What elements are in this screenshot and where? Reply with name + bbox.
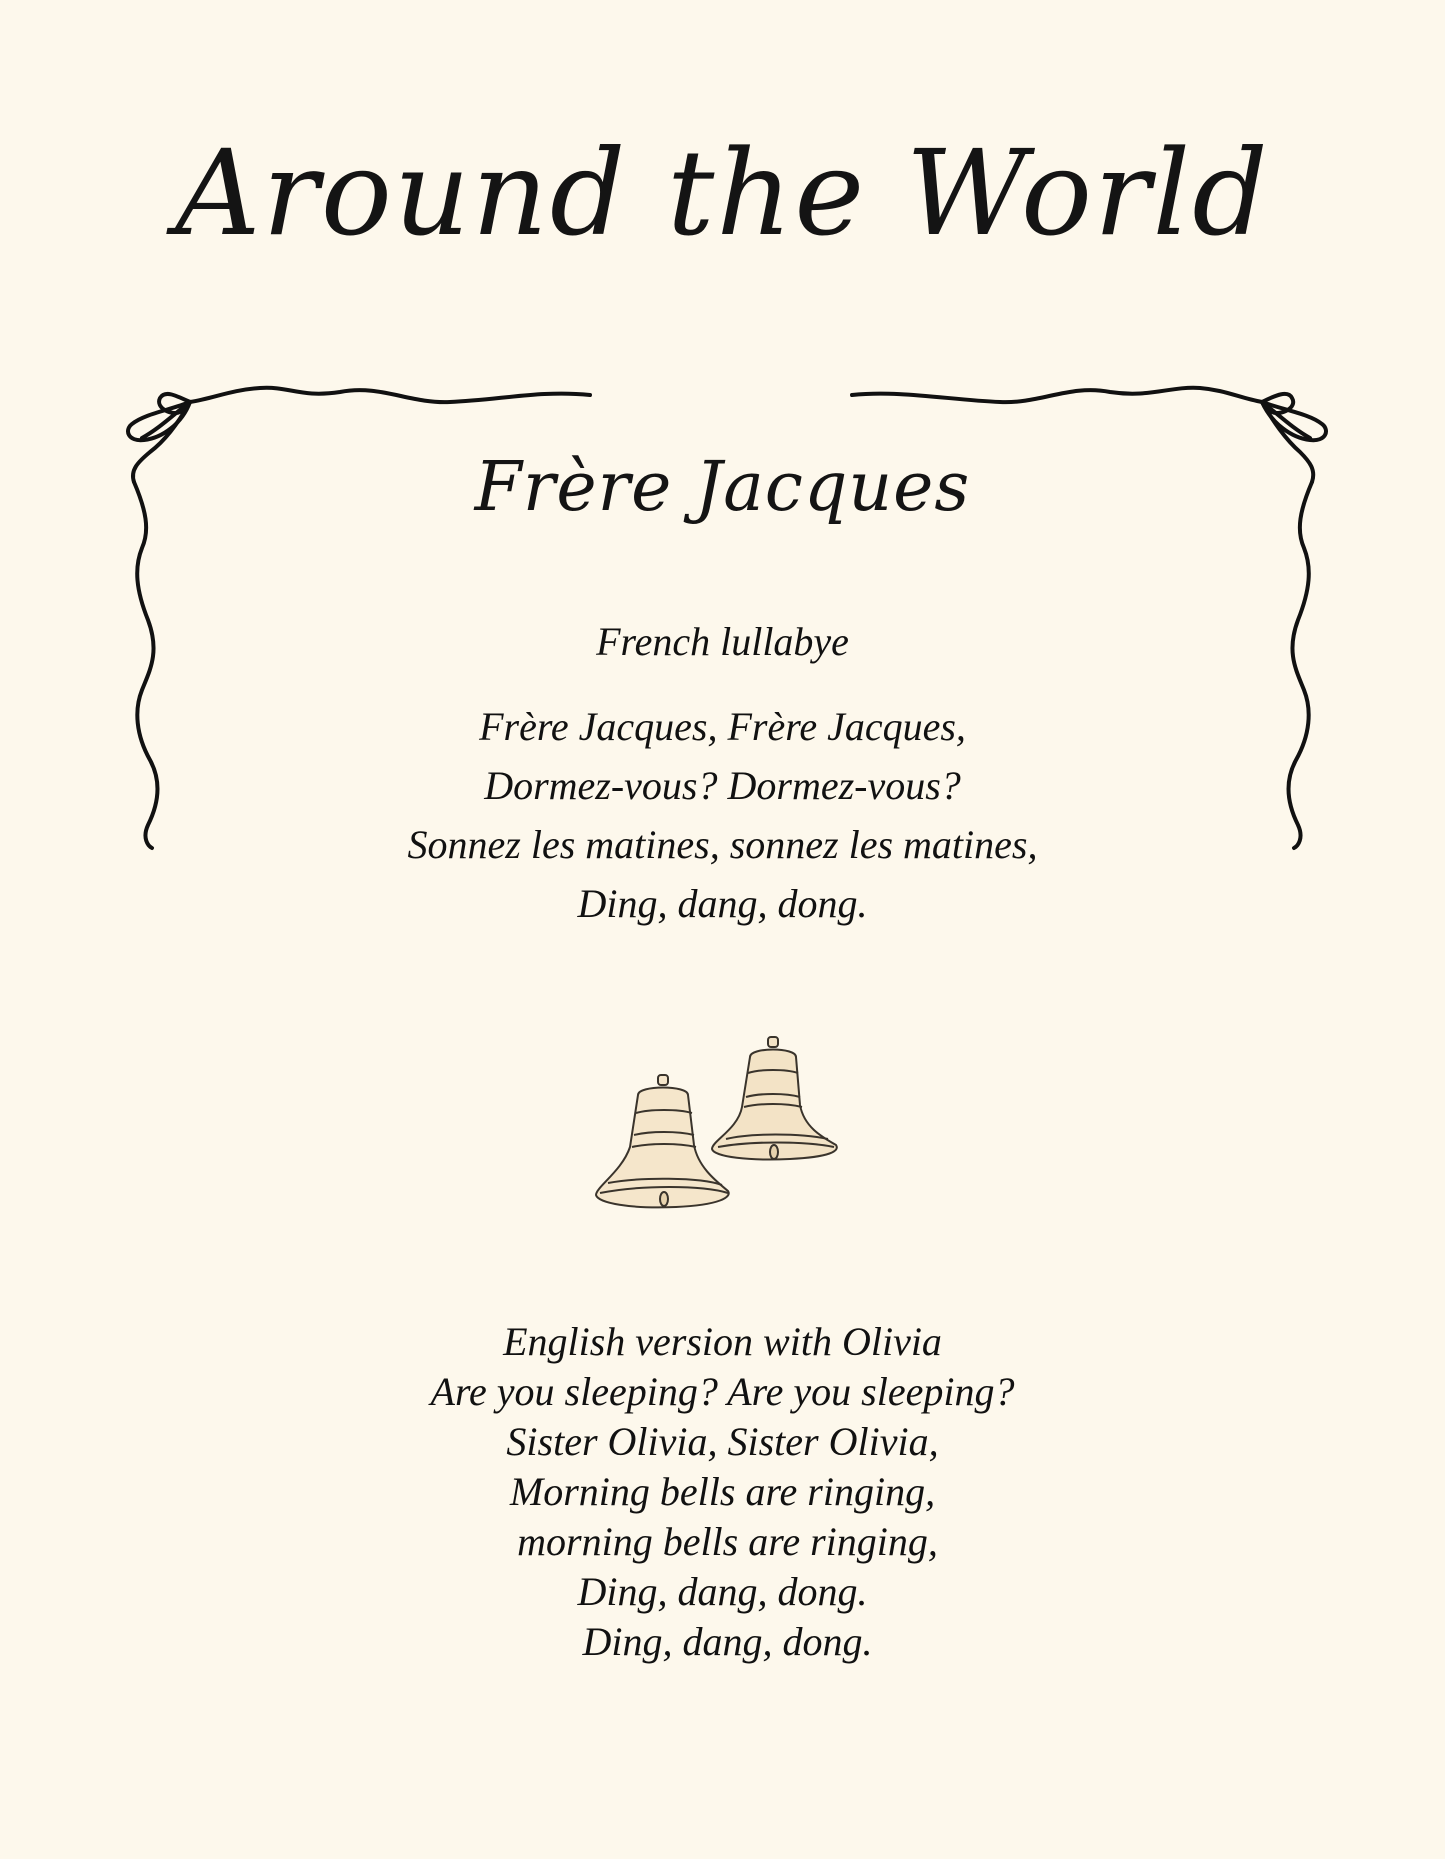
english-heading: English version with Olivia [503, 1319, 942, 1364]
lyric-line: Ding, dang, dong. [572, 1619, 873, 1664]
lyric-line: Are you sleeping? Are you sleeping? [430, 1369, 1015, 1414]
lyric-line: Ding, dang, dong. [577, 881, 868, 926]
lyric-line: Ding, dang, dong. [577, 1569, 868, 1614]
song-subtitle: French lullabye [596, 619, 849, 664]
page-title: Around the World [175, 124, 1270, 262]
song-title: Frère Jacques [474, 448, 971, 527]
french-lyrics [0, 697, 1445, 933]
bells-icon [590, 1035, 860, 1225]
lyric-line: Sister Olivia, Sister Olivia, [506, 1419, 939, 1464]
lyric-line: Dormez-vous? Dormez-vous? [484, 763, 961, 808]
english-lyrics [0, 1317, 1445, 1667]
lyric-line: Sonnez les matines, sonnez les matines, [407, 822, 1038, 867]
lyric-line: Morning bells are ringing, [509, 1469, 936, 1514]
lyric-line: Frère Jacques, Frère Jacques, [479, 704, 966, 749]
lyric-line: morning bells are ringing, [507, 1519, 938, 1564]
